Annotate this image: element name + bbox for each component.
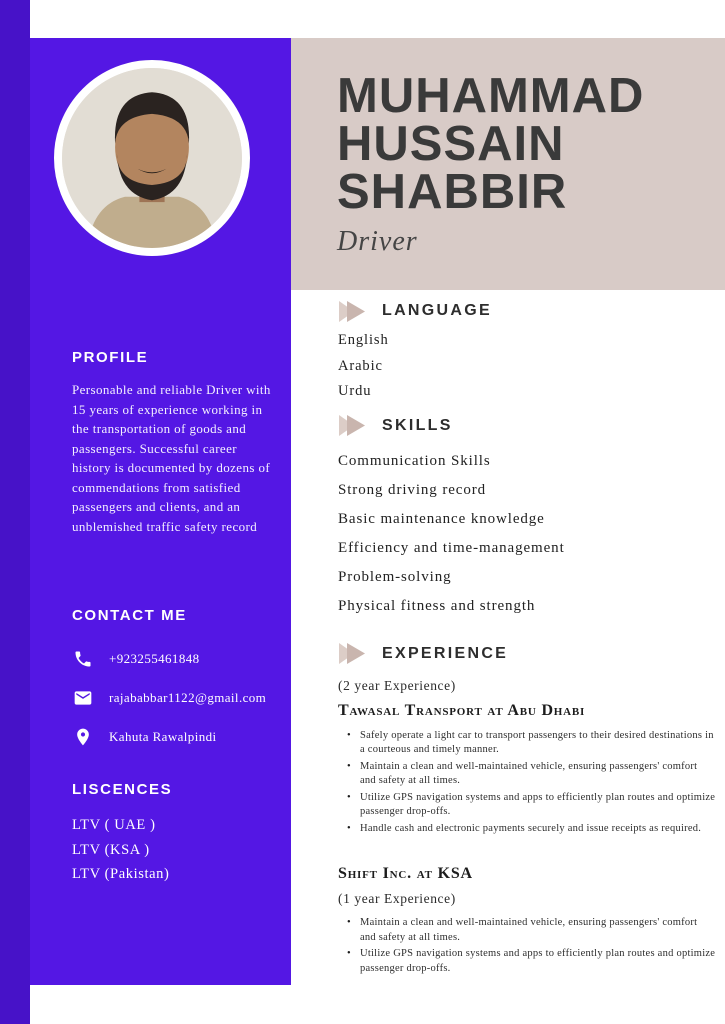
skill-item: Strong driving record [338, 481, 487, 498]
skill-item: Basic maintenance knowledge [338, 510, 545, 527]
phone-number: +923255461848 [109, 651, 200, 666]
skill-item: Efficiency and time-management [338, 539, 565, 556]
name-line: SHABBIR [337, 165, 568, 219]
skills-list [291, 447, 725, 621]
language-item: Arabic [338, 357, 383, 374]
job1-duration: (2 year Experience) [338, 677, 456, 693]
email-address: rajababbar1122@gmail.com [109, 690, 267, 705]
job2-bullet-list [291, 916, 716, 976]
skills-heading: SKILLS [382, 416, 453, 434]
email-icon [72, 687, 94, 709]
location-text: Kahuta Rawalpindi [109, 729, 217, 744]
skill-item: Physical fitness and strength [338, 597, 536, 614]
job-title: Driver [337, 226, 418, 257]
contact-item-phone [72, 648, 277, 670]
language-heading: LANGUAGE [382, 302, 492, 319]
job1-bullet: • Maintain a clean and well-maintained vehicle, ensuring passengers' comfort and safety at all times. [347, 760, 716, 789]
job2-bullet: • Maintain a clean and well-maintained vehicle, ensuring passengers' comfort and safety at all times. [347, 916, 716, 945]
profile-photo [54, 60, 250, 256]
skill-item: Problem-solving [338, 568, 452, 585]
job1-bullet: • Safely operate a light car to transport passengers to their desired destinations in a courteous and timely manner. [347, 729, 716, 758]
language-list [291, 328, 725, 405]
licence-item: LTV (KSA ) [72, 841, 150, 858]
main-content [291, 290, 725, 978]
profile-section [72, 348, 277, 536]
contact-item-location [72, 726, 277, 748]
language-section-heading [291, 300, 725, 322]
job2-bullet: • Utilize GPS navigation systems and apps to efficiently plan routes and optimize passenger drop-offs. [347, 947, 716, 976]
chevron-icon [339, 415, 369, 436]
profile-text: Personable and reliable Driver with 15 years of experience working in the transportation of goods and passengers. Successful career history is documented by dozens of commendations from satisfied passengers and clients, and an unblemished traffic safety record [72, 382, 271, 534]
job1-bullet: • Utilize GPS navigation systems and apps to efficiently plan routes and optimize passenger drop-offs. [347, 791, 716, 820]
chevron-icon [339, 301, 369, 322]
licences-heading: LISCENCES [72, 781, 173, 798]
licence-item: LTV ( UAE ) [72, 817, 156, 833]
contact-list [72, 648, 277, 748]
language-item: Urdu [338, 383, 372, 399]
skill-item: Communication Skills [338, 452, 491, 469]
name-header [291, 38, 725, 290]
skills-section-heading [291, 415, 725, 437]
job1-bullet: • Handle cash and electronic payments securely and issue receipts as required. [347, 822, 716, 837]
experience-section-heading [291, 643, 725, 665]
profile-heading: PROFILE [72, 349, 149, 366]
name-line: MUHAMMAD [337, 69, 645, 123]
contact-item-email [72, 687, 277, 709]
chevron-icon [339, 643, 369, 664]
location-icon [72, 726, 94, 748]
contact-heading: CONTACT ME [72, 607, 187, 624]
name-line: HUSSAIN [337, 117, 565, 171]
phone-icon [72, 648, 94, 670]
licences-section [72, 780, 277, 887]
job2-title: Shift Inc. at KSA [338, 865, 473, 882]
language-item: English [338, 332, 389, 348]
licence-item: LTV (Pakistan) [72, 866, 170, 882]
job2-duration: (1 year Experience) [338, 891, 456, 906]
licence-list [72, 813, 277, 887]
experience-heading: EXPERIENCE [382, 644, 509, 662]
contact-section [72, 606, 277, 765]
job1-title: Tawasal Transport at Abu Dhabi [338, 701, 586, 719]
job1-bullet-list [291, 729, 716, 837]
left-edge-strip [0, 0, 30, 1024]
sidebar [30, 38, 291, 985]
profile-photo-placeholder [62, 68, 242, 248]
